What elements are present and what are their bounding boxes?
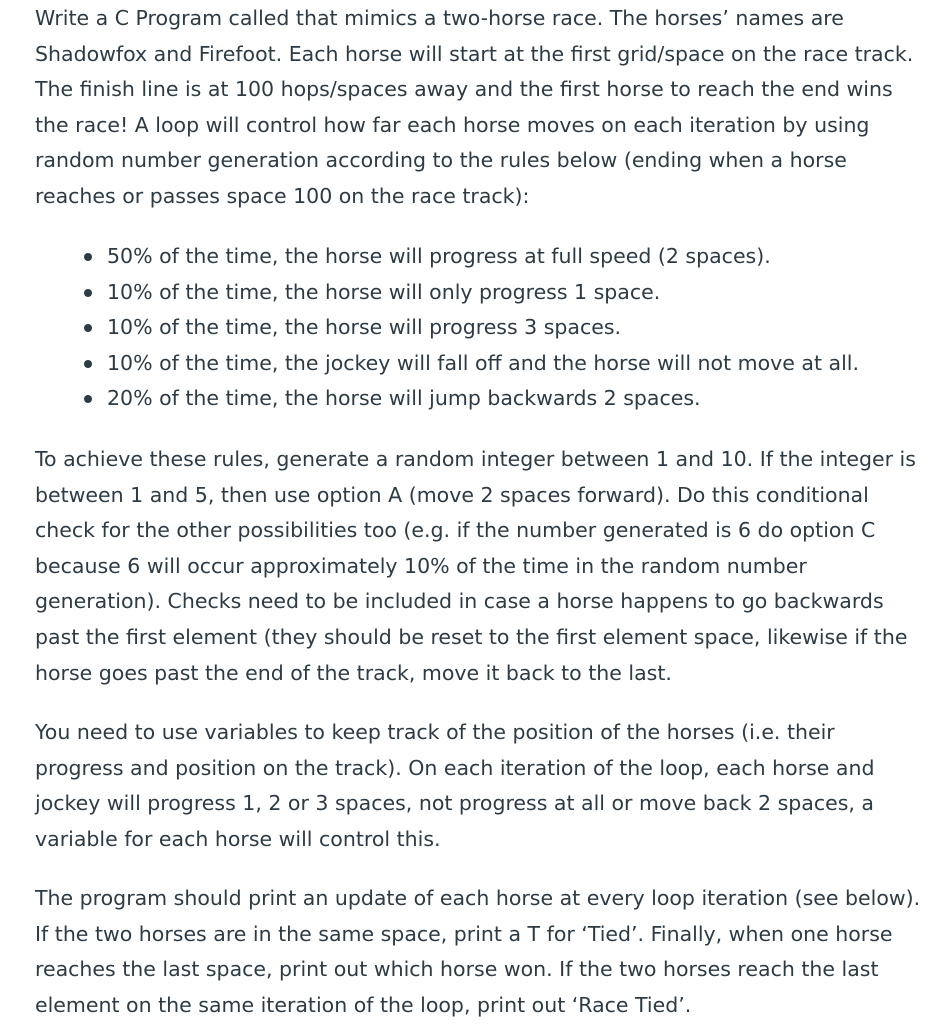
rule-list-item: 20% of the time, the horse will jump backwards 2 spaces. — [107, 381, 859, 417]
rule-list-item: 10% of the time, the horse will progress 3 spaces. — [107, 310, 859, 346]
intro-paragraph: Write a C Program called that mimics a two-horse race. The horses’ names are Shadowfox and Firefoot. Each horse will start at the first grid/space on the race track. The finish line is at 100 hops/spaces away and the first horse to reach the end wins the race! A loop will control how far each horse moves on each iteration by using random number generation according to the rules below (ending when a horse reaches or passes space 100 on the race track): — [35, 6, 914, 208]
variables-paragraph: You need to use variables to keep track of the position of the horses (i.e. their progress and position on the track). On each iteration of the loop, each horse and jockey will progress 1, 2 or 3 spaces, not progress at all or move back 2 spaces, a variable for each horse will control this. — [35, 720, 875, 851]
rule-list-item: 50% of the time, the horse will progress at full speed (2 spaces). — [107, 239, 859, 275]
rule-list-item: 10% of the time, the jockey will fall off and the horse will not move at all. — [107, 346, 859, 382]
random-number-paragraph: To achieve these rules, generate a random integer between 1 and 10. If the integer is between 1 and 5, then use option A (move 2 spaces forward). Do this conditional check for the other possibilities too (e.g. if the number generated is 6 do option C because 6 will occur approximately 10% of the time in the random number generation). Checks need to be included in case a horse happens to go backwards past the first element (they should be reset to the first element space, likewise if the horse goes past the end of the track, move it back to the last. — [35, 447, 916, 685]
movement-rules-list — [35, 239, 859, 417]
rule-list-item: 10% of the time, the horse will only progress 1 space. — [107, 275, 859, 311]
output-paragraph: The program should print an update of each horse at every loop iteration (see below). If the two horses are in the same space, print a T for ‘Tied’. Finally, when one horse reaches the last space, print out which horse won. If the two horses reach the last element on the same iteration of the loop, print out ‘Race Tied’. — [35, 886, 921, 1017]
